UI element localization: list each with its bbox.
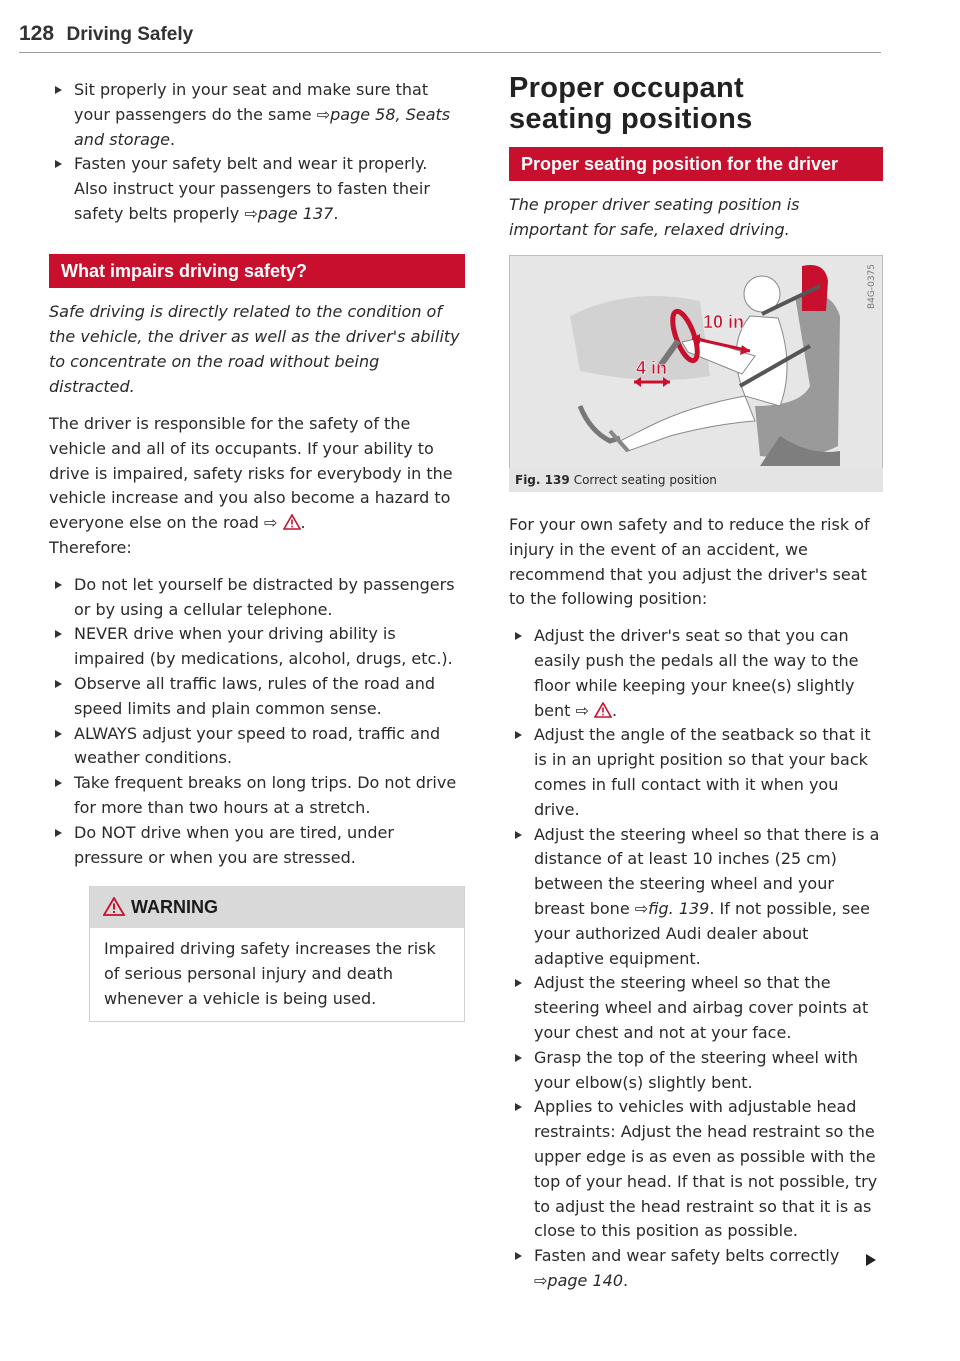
list-item: Do NOT drive when you are tired, under pressure or when you are stressed. [49, 821, 465, 871]
page-number: 128 [19, 22, 55, 45]
list-item: Applies to vehicles with adjustable head restraints: Adjust the head restraint so the upper edge is as even as possible with the top of your head. If that is not possible, try to adjust the head restraint so that it is as close to this position as possible. [509, 1095, 883, 1244]
page-ref-link[interactable]: page 140 [547, 1270, 623, 1290]
intro-list [49, 78, 465, 227]
page-ref-link[interactable]: page 137 [257, 203, 334, 223]
figure-ref-link[interactable]: fig. 139 [648, 898, 710, 918]
seating-position-figure [509, 255, 883, 469]
list-item: Adjust the driver's seat so that you can easily push the pedals all the way to the floor while keeping your knee(s) slightly bent ⇨ . [509, 624, 883, 723]
list-item: Adjust the angle of the seatback so that it is in an upright position so that your back comes in full contact with it when you drive. [509, 723, 883, 822]
list-item: Adjust the steering wheel so that there is a distance of at least 10 inches (25 cm) between the steering wheel and your breast bone ⇨fig. 139. If not possible, see your authorized Audi dealer about adaptive equipment. [509, 823, 883, 972]
warning-triangle-icon [103, 897, 125, 916]
seating-illustration [510, 256, 882, 468]
page-header [19, 22, 881, 53]
warning-text: Impaired driving safety increases the risk of serious personal injury and death whenever a vehicle is being used. [104, 939, 436, 1008]
therefore-text: Therefore: [49, 537, 132, 557]
list-item: Grasp the top of the steering wheel with your elbow(s) slightly bent. [509, 1046, 883, 1096]
list-item: Fasten and wear safety belts correctly ⇨page 140. [509, 1244, 883, 1294]
list-item: Adjust the steering wheel so that the steering wheel and airbag cover points at your chest and not at your face. [509, 971, 883, 1045]
list-item: Observe all traffic laws, rules of the road and speed limits and plain common sense. [49, 672, 465, 722]
figure-code: B4G-0375 [867, 264, 877, 310]
warning-box [89, 886, 465, 1022]
chapter-title: Driving Safely [66, 24, 194, 45]
figure-caption: Fig. 139 Correct seating position [509, 468, 883, 492]
list-item: Sit properly in your seat and make sure that your passengers do the same ⇨page 58, Seats and storage. [49, 78, 465, 152]
list-item: Fasten your safety belt and wear it properly. Also instruct your passengers to fasten their safety belts properly ⇨page 137. [49, 152, 465, 226]
driver-section [509, 147, 883, 242]
section-heading: Proper seating position for the driver [509, 147, 883, 181]
list-item: Take frequent breaks on long trips. Do not drive for more than two hours at a stretch. [49, 771, 465, 821]
list-item: Do not let yourself be distracted by passengers or by using a cellular telephone. [49, 573, 465, 623]
distance-10in-label: 10 in [703, 312, 745, 332]
warning-triangle-icon [283, 514, 301, 530]
continue-arrow-icon [866, 1254, 876, 1266]
distance-4in-label: 4 in [636, 358, 668, 378]
section-title: Proper occupant seating positions [509, 72, 753, 135]
impairs-section [49, 254, 465, 870]
list-item: NEVER drive when your driving ability is impaired (by medications, alcohol, drugs, etc.). [49, 622, 465, 672]
section-intro: Safe driving is directly related to the condition of the vehicle, the driver as well as the driver's ability to concentrate on the road without being distracted. [49, 302, 460, 396]
warning-title: WARNING [90, 886, 464, 928]
body-text: For your own safety and to reduce the risk of injury in the event of an accident, we recommend that you adjust the driver's seat to the following position: [509, 515, 870, 609]
list-item: ALWAYS adjust your speed to road, traffic and weather conditions. [49, 722, 465, 772]
warning-triangle-icon [594, 702, 612, 718]
section-heading: What impairs driving safety? [49, 254, 465, 288]
section-intro: The proper driver seating position is important for safe, relaxed driving. [509, 195, 800, 239]
body-text: The driver is responsible for the safety of the vehicle and all of its occupants. If your ability to drive is impaired, safety risks for everybody in the vehicle increase and you also become a hazard to everyone else on the road ⇨ . [49, 414, 453, 533]
page-ref-link[interactable]: page 58, Seats and storage [74, 104, 451, 149]
driver-body [509, 513, 883, 1294]
